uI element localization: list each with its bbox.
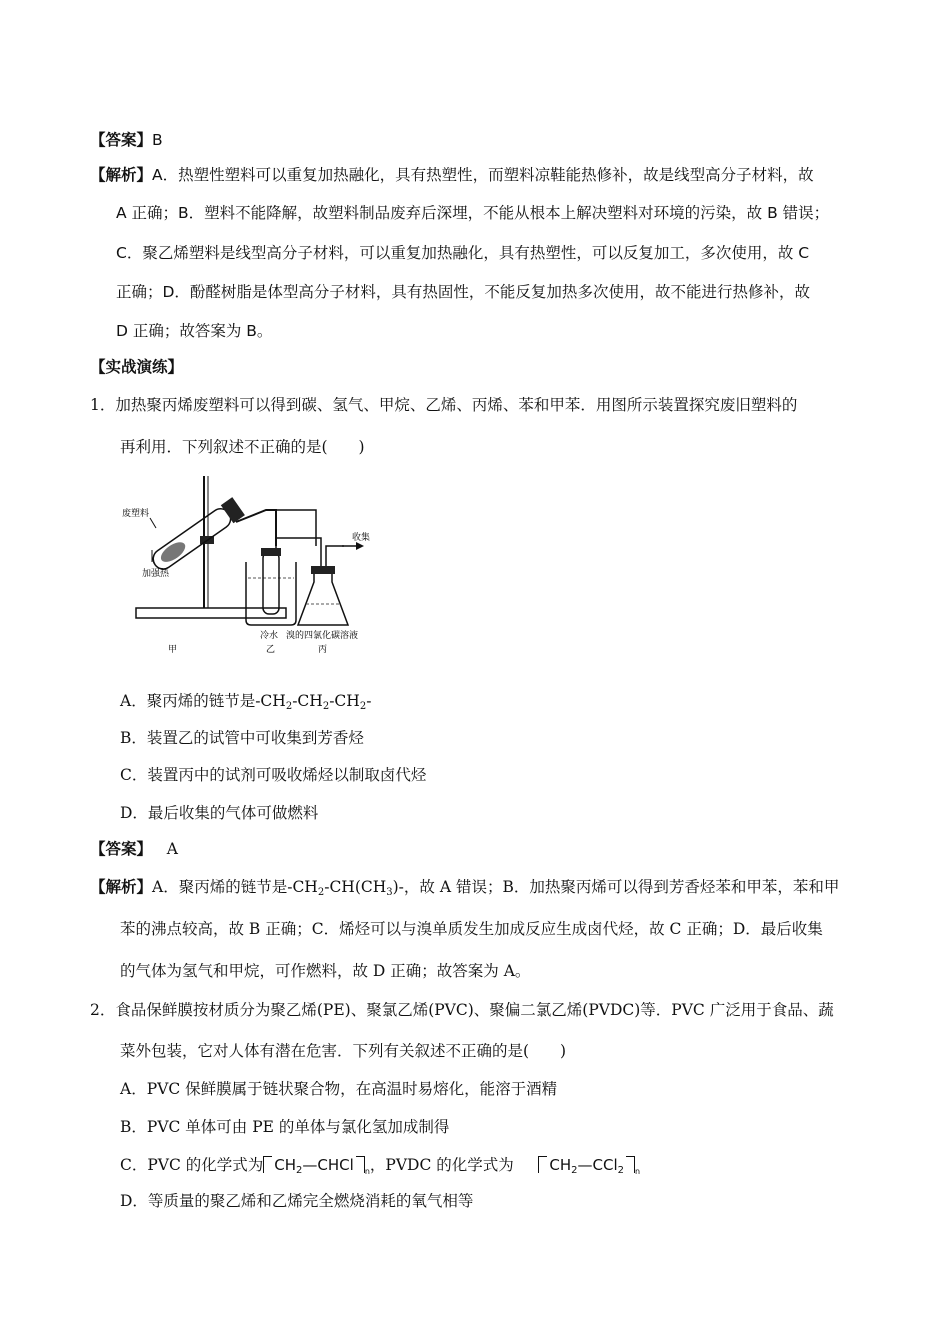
analysis-line: D 正确；故答案为 B。 xyxy=(116,322,273,340)
q1-answer: 【答案】 A xyxy=(90,839,178,858)
q1-option-c: C．装置丙中的试剂可吸收烯烃以制取卤代烃 xyxy=(120,766,427,784)
practice-title: 【实战演练】 xyxy=(90,357,184,376)
q2-option-c: C．PVC 的化学式为 $CH_2—CHCl$ $_n$，PVDC 的化学式为 $CH_2—CCl_2$ $_n$ xyxy=(120,1156,641,1176)
q1-analysis-line: 苯的沸点较高，故 B 正确；C．烯烃可以与溴单质发生加成反应生成卤代烃，故 C 正确；D．最后收集 xyxy=(120,920,823,938)
q2-option-d: D．等质量的聚乙烯和乙烯完全燃烧消耗的氧气相等 xyxy=(120,1192,474,1210)
label-bromine-solution: 溴的四氯化碳溶液 xyxy=(286,631,359,641)
q1-analysis-line: 【解析】A．聚丙烯的链节是$-CH_2-CH(CH_3)-$，故 A 错误；B．加热聚丙烯可以得到芳香烃苯和甲苯，苯和甲 xyxy=(90,877,840,898)
q2-option-a: A．PVC 保鲜膜属于链状聚合物，在高温时易熔化，能溶于酒精 xyxy=(120,1080,558,1098)
answer-label: 【答案】B xyxy=(90,130,163,149)
q2-stem: 菜外包装，它对人体有潜在危害．下列有关叙述不正确的是( ) xyxy=(120,1042,567,1060)
pvc-formula: $CH_2—CHCl$ $_n$ xyxy=(263,1156,370,1174)
analysis-label: 【解析】 xyxy=(90,165,153,184)
q1-option-a: A．聚丙烯的链节是$-CH_2-CH_2-CH_2-$ xyxy=(120,692,372,712)
analysis-line: C．聚乙烯塑料是线型高分子材料，可以重复加热融化，具有热塑性，可以反复加工，多次使用，故 C xyxy=(116,244,810,262)
label-strong-heat: 加强热 xyxy=(142,569,170,579)
label-waste-plastic: 废塑料 xyxy=(122,509,150,519)
label-yi: 乙 xyxy=(266,645,276,655)
q2-stem: 2．食品保鲜膜按材质分为聚乙烯(PE)、聚氯乙烯(PVC)、聚偏二氯乙烯(PVDC)等．PVC 广泛用于食品、蔬 xyxy=(90,1001,834,1019)
q2-option-b: B．PVC 单体可由 PE 的单体与氯化氢加成制得 xyxy=(120,1118,450,1136)
analysis-line: A 正确；B．塑料不能降解，故塑料制品废弃后深埋，不能从根本上解决塑料对环境的污染，故 B 错误； xyxy=(116,204,830,222)
analysis-line: A．热塑性塑料可以重复加热融化，具有热塑性，而塑料凉鞋能热修补，故是线型高分子材料，故 xyxy=(152,166,814,184)
analysis-block xyxy=(90,164,814,186)
experiment-apparatus-figure xyxy=(116,470,486,660)
q1-stem: 1．加热聚丙烯废塑料可以得到碳、氢气、甲烷、乙烯、丙烯、苯和甲苯．用图所示装置探究废旧塑料的 xyxy=(90,396,798,414)
q1-analysis-line: 的气体为氢气和甲烷，可作燃料，故 D 正确；故答案为 A。 xyxy=(120,962,531,980)
label-jia: 甲 xyxy=(168,645,178,655)
pvdc-formula: $CH_2—CCl_2$ $_n$ xyxy=(538,1156,640,1174)
q1-option-d: D．最后收集的气体可做燃料 xyxy=(120,804,319,822)
label-collect: 收集 xyxy=(352,533,371,543)
analysis-line: 正确；D．酚醛树脂是体型高分子材料，具有热固性，不能反复加热多次使用，故不能进行热修补，故 xyxy=(116,283,810,301)
label-bing: 丙 xyxy=(318,645,328,655)
label-cold-water: 冷水 xyxy=(260,631,279,641)
q1-option-b: B．装置乙的试管中可收集到芳香烃 xyxy=(120,729,364,747)
q1-stem: 再利用．下列叙述不正确的是( ) xyxy=(120,438,365,456)
